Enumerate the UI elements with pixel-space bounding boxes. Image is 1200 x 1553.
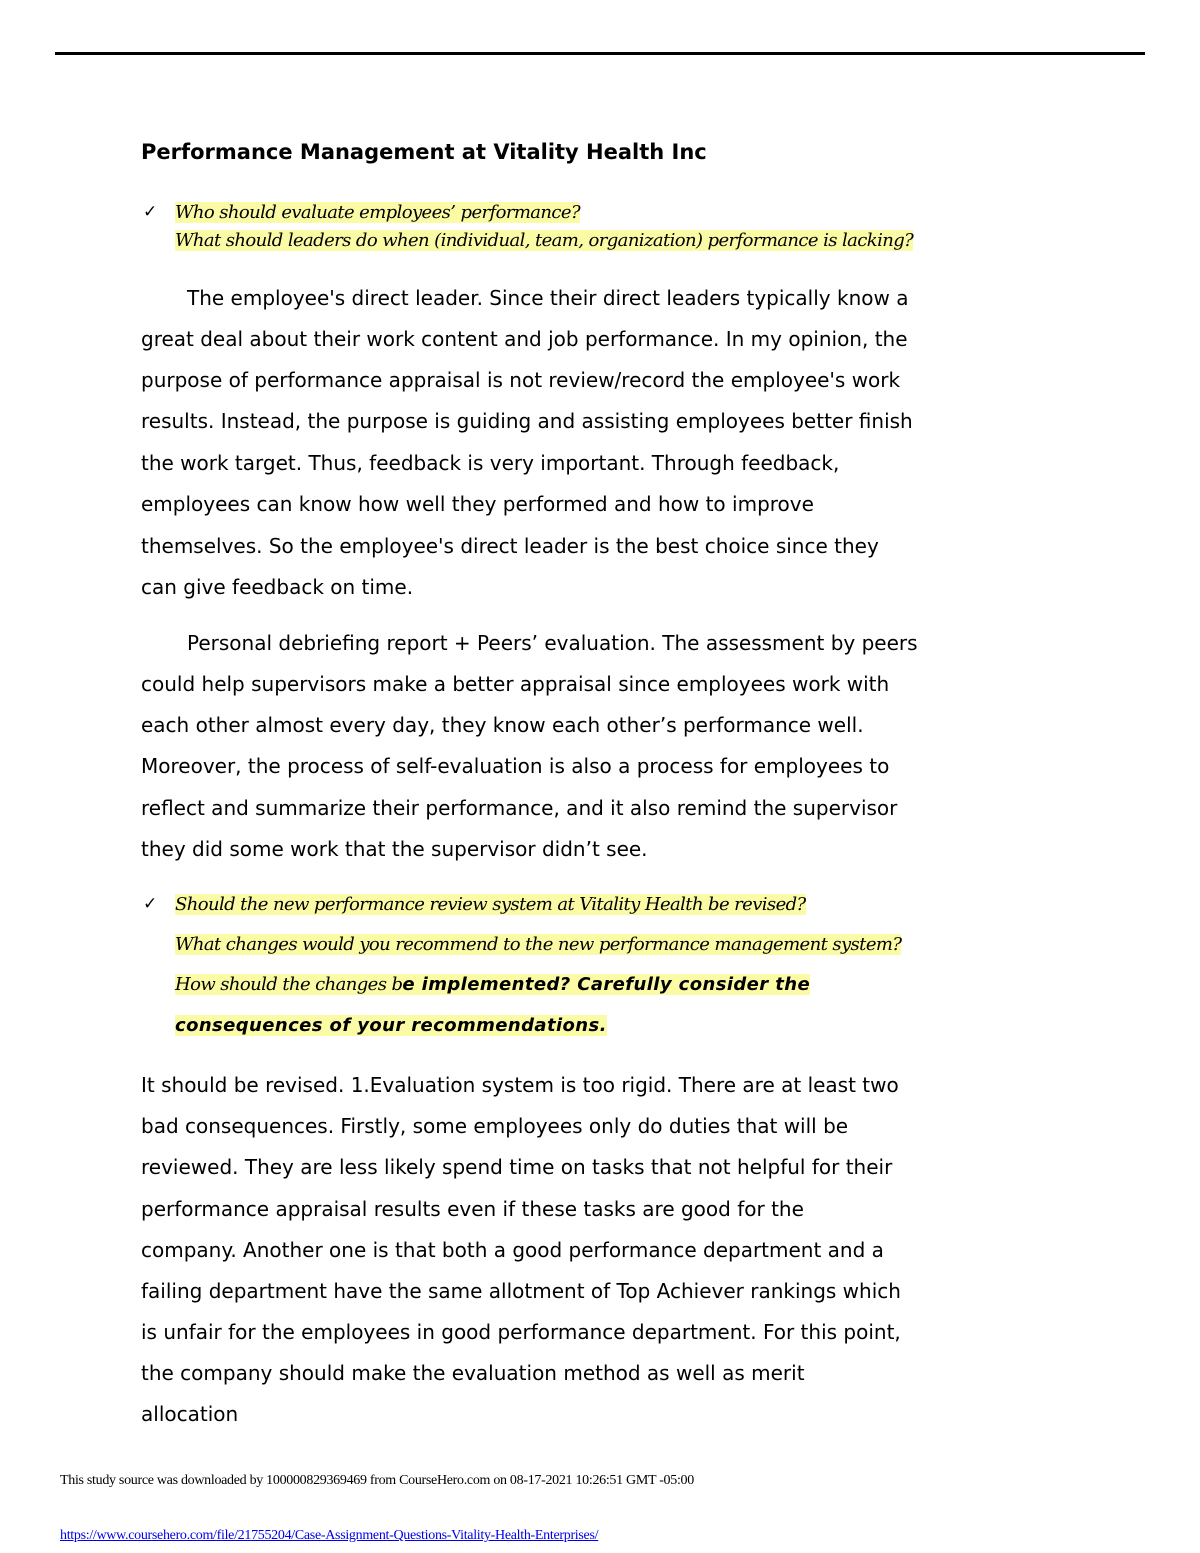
question-2-line-2: What changes would you recommend to the new performance management system?: [175, 934, 902, 955]
question-1-line-2: What should leaders do when (individual, team, organization) performance is lacking?: [175, 230, 914, 251]
paragraph-3-line: reviewed. They are less likely spend time on tasks that not helpful for their: [141, 1155, 893, 1179]
paragraph-2-line: they did some work that the supervisor didn’t see.: [141, 837, 648, 861]
paragraph-1-line: The employee's direct leader. Since their direct leaders typically know a: [187, 286, 909, 310]
paragraph-1-line: the work target. Thus, feedback is very important. Through feedback,: [141, 451, 840, 475]
paragraph-2-line: Moreover, the process of self-evaluation is also a process for employees to: [141, 754, 890, 778]
paragraph-2-line: Personal debriefing report + Peers’ evaluation. The assessment by peers: [187, 631, 918, 655]
paragraph-2-line: could help supervisors make a better appraisal since employees work with: [141, 672, 890, 696]
paragraph-3-line: It should be revised. 1.Evaluation system is too rigid. There are at least two: [141, 1073, 899, 1097]
download-source-notice: This study source was downloaded by 100000829369469 from CourseHero.com on 08-17-2021 10:26:51 GMT -05:00: [60, 1473, 694, 1488]
paragraph-3-line: the company should make the evaluation method as well as merit: [141, 1361, 805, 1385]
paragraph-1-line: purpose of performance appraisal is not review/record the employee's work: [141, 368, 901, 392]
checkmark-icon: ✓: [143, 894, 158, 914]
paragraph-3-line: allocation: [141, 1402, 239, 1426]
paragraph-3-line: bad consequences. Firstly, some employees only do duties that will be: [141, 1114, 849, 1138]
paragraph-2-line: each other almost every day, they know each other’s performance well.: [141, 713, 864, 737]
paragraph-3-line: is unfair for the employees in good performance department. For this point,: [141, 1320, 901, 1344]
paragraph-1-line: great deal about their work content and job performance. In my opinion, the: [141, 327, 908, 351]
question-2-line-1: Should the new performance review system at Vitality Health be revised?: [175, 894, 806, 915]
paragraph-3-line: company. Another one is that both a good performance department and a: [141, 1238, 884, 1262]
paragraph-3-line: performance appraisal results even if these tasks are good for the: [141, 1197, 804, 1221]
paragraph-2-line: reflect and summarize their performance, and it also remind the supervisor: [141, 796, 898, 820]
paragraph-3-line: failing department have the same allotment of Top Achiever rankings which: [141, 1279, 901, 1303]
checkmark-icon: ✓: [143, 202, 158, 222]
question-2-line-4: consequences of your recommendations.: [175, 1015, 607, 1036]
source-url-link[interactable]: https://www.coursehero.com/file/21755204/Case-Assignment-Questions-Vitality-Health-Enterprises/: [60, 1528, 599, 1543]
question-2-line-3: How should the changes be implemented? Carefully consider the: [175, 974, 811, 995]
question-1-line-1: Who should evaluate employees’ performance?: [175, 202, 581, 223]
paragraph-1-line: themselves. So the employee's direct leader is the best choice since they: [141, 534, 879, 558]
document-title: Performance Management at Vitality Health Inc: [141, 140, 707, 164]
top-horizontal-rule: [55, 52, 1145, 55]
paragraph-1-line: employees can know how well they performed and how to improve: [141, 492, 814, 516]
paragraph-1-line: results. Instead, the purpose is guiding and assisting employees better finish: [141, 409, 913, 433]
paragraph-1-line: can give feedback on time.: [141, 575, 414, 599]
